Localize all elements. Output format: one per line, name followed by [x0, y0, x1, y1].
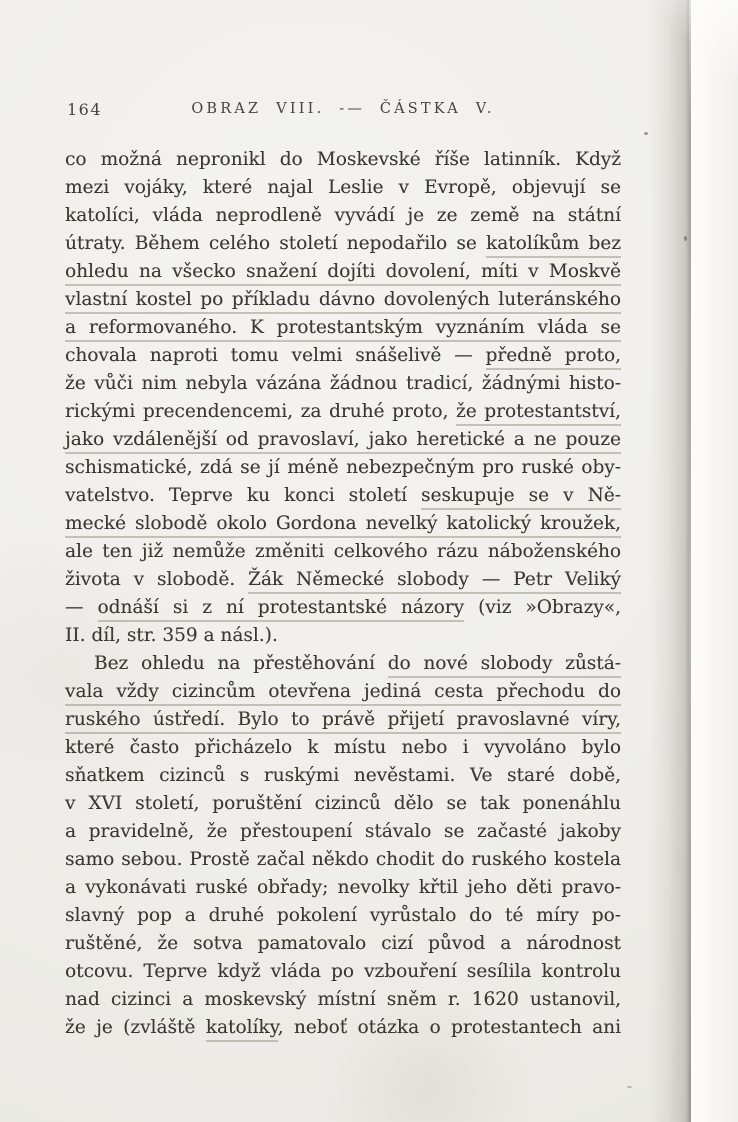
text-line — [65, 874, 621, 902]
text-line — [65, 426, 621, 454]
text-segment: ale ten již nemůže změniti celkového rázu náboženského — [65, 541, 621, 562]
text-segment: a pravidelně, že přestoupení stávalo se začasté jakoby — [65, 821, 621, 842]
text-line — [65, 482, 621, 510]
text-line — [65, 566, 621, 594]
ink-speck — [684, 236, 687, 241]
text-line — [65, 1014, 621, 1042]
page-number: 164 — [67, 100, 103, 119]
text-line — [65, 370, 621, 398]
pencil-underline: vala vždy cizincům otevřena jediná cesta přechodu do — [65, 681, 621, 706]
text-line — [65, 818, 621, 846]
text-segment: vatelstvo. Teprve ku konci století — [65, 485, 422, 506]
text-segment: sňatkem cizinců s ruskými nevěstami. Ve staré době, — [65, 765, 621, 786]
text-segment: že vůči nim nebyla vázána žádnou tradicí, žádnými histo- — [65, 373, 621, 394]
text-line — [65, 510, 621, 538]
text-line — [65, 846, 621, 874]
text-segment: Bez ohledu na přestěhování — [94, 653, 388, 674]
ink-speck — [644, 132, 648, 135]
text-segment: mezi vojáky, které najal Leslie v Evropě, objevují se — [65, 177, 621, 198]
text-line — [65, 174, 621, 202]
text-line — [65, 622, 621, 650]
pencil-underline: a reformovaného. K protestantským vyznáním vláda se — [65, 317, 621, 342]
pencil-underline: katolíkům bez — [486, 233, 621, 258]
text-line — [65, 706, 621, 734]
text-segment: v XVI století, poruštění cizinců dělo se tak ponenáhlu — [65, 793, 621, 814]
text-line — [65, 594, 621, 622]
pencil-underline: ruského ústředí. Bylo to právě přijetí pravoslavné víry, — [65, 709, 621, 734]
text-segment: a vykonávati ruské obřady; nevolky křtil jeho děti pravo- — [65, 877, 621, 898]
text-line — [65, 202, 621, 230]
text-line — [65, 146, 621, 174]
text-line — [65, 930, 621, 958]
text-segment: které často přicházelo k místu nebo i vyvoláno bylo — [65, 737, 621, 758]
text-segment: rickými precendencemi, za druhé proto, — [65, 401, 456, 422]
text-segment: katolíci, vláda neprodleně vyvádí je ze země na státní — [65, 205, 621, 226]
text-line — [65, 258, 621, 286]
text-line — [65, 398, 621, 426]
text-line — [65, 342, 621, 370]
running-title: OBRAZ VIII. -— ČÁSTKA V. — [191, 101, 495, 117]
text-line — [65, 762, 621, 790]
text-line — [65, 958, 621, 986]
pencil-underline: předně proto, — [486, 345, 621, 370]
text-segment: života v slobodě. — [65, 569, 249, 590]
pencil-underline: vlastní kostel po příkladu dávno dovolených luteránského — [65, 289, 621, 314]
pencil-underline: že protestantství, — [456, 401, 621, 426]
text-line — [65, 286, 621, 314]
text-segment: co možná nepronikl do Moskevské říše latinník. Když — [65, 149, 621, 170]
text-line — [65, 734, 621, 762]
text-line — [65, 650, 621, 678]
pencil-underline: ohledu na všecko snažení dojíti dovolení, míti v Moskvě — [65, 261, 621, 286]
page-text — [65, 146, 621, 1042]
text-segment: útraty. Během celého století nepodařilo se — [65, 233, 486, 254]
text-line — [65, 902, 621, 930]
text-line — [65, 678, 621, 706]
page-curve-shadow — [649, 0, 689, 1122]
text-segment: — — [65, 597, 98, 618]
pencil-underline: do nové slobody zůstá- — [388, 653, 621, 678]
next-page-edge — [691, 0, 738, 1122]
text-segment: že je (zvláště — [65, 1017, 206, 1038]
text-segment: , neboť otázka o protestantech ani — [277, 1017, 622, 1038]
text-segment: otcovu. Teprve když vláda po vzbouření sesílila kontrolu — [65, 961, 621, 982]
text-line — [65, 454, 621, 482]
text-segment: schismatické, zdá se jí méně nebezpečným pro ruské oby- — [65, 457, 621, 478]
pencil-underline: Žák Německé slobody — Petr Veliký — [248, 569, 621, 594]
text-segment: chovala naproti tomu velmi snášelivě — — [65, 345, 486, 366]
text-line — [65, 230, 621, 258]
pencil-underline: katolíky — [206, 1017, 278, 1042]
pencil-underline: odnáší si z ní protestantské názory — [98, 597, 465, 622]
text-segment: ruštěné, že sotva pamatovalo cizí původ a národnost — [65, 933, 621, 954]
text-segment: nad cizinci a moskevský místní sněm r. 1620 ustanovil, — [65, 989, 621, 1010]
corner-highlight — [643, 0, 738, 75]
pencil-underline: seskupuje se v Ně- — [421, 485, 621, 510]
ink-speck — [627, 1086, 632, 1088]
text-line — [65, 790, 621, 818]
text-line — [65, 986, 621, 1014]
pencil-underline: jako vzdálenější od pravoslaví, jako heretické a ne pouze — [65, 429, 621, 454]
pencil-underline: mecké slobodě okolo Gordona nevelký katolický kroužek, — [65, 513, 621, 538]
text-segment: II. díl, str. 359 a násl.). — [65, 625, 278, 646]
text-line — [65, 314, 621, 342]
text-line — [65, 538, 621, 566]
text-segment: (viz »Obrazy«, — [464, 597, 621, 618]
text-segment: slavný pop a druhé pokolení vyrůstalo do té míry po- — [65, 905, 621, 926]
text-segment: samo sebou. Prostě začal někdo chodit do ruského kostela — [65, 849, 621, 870]
